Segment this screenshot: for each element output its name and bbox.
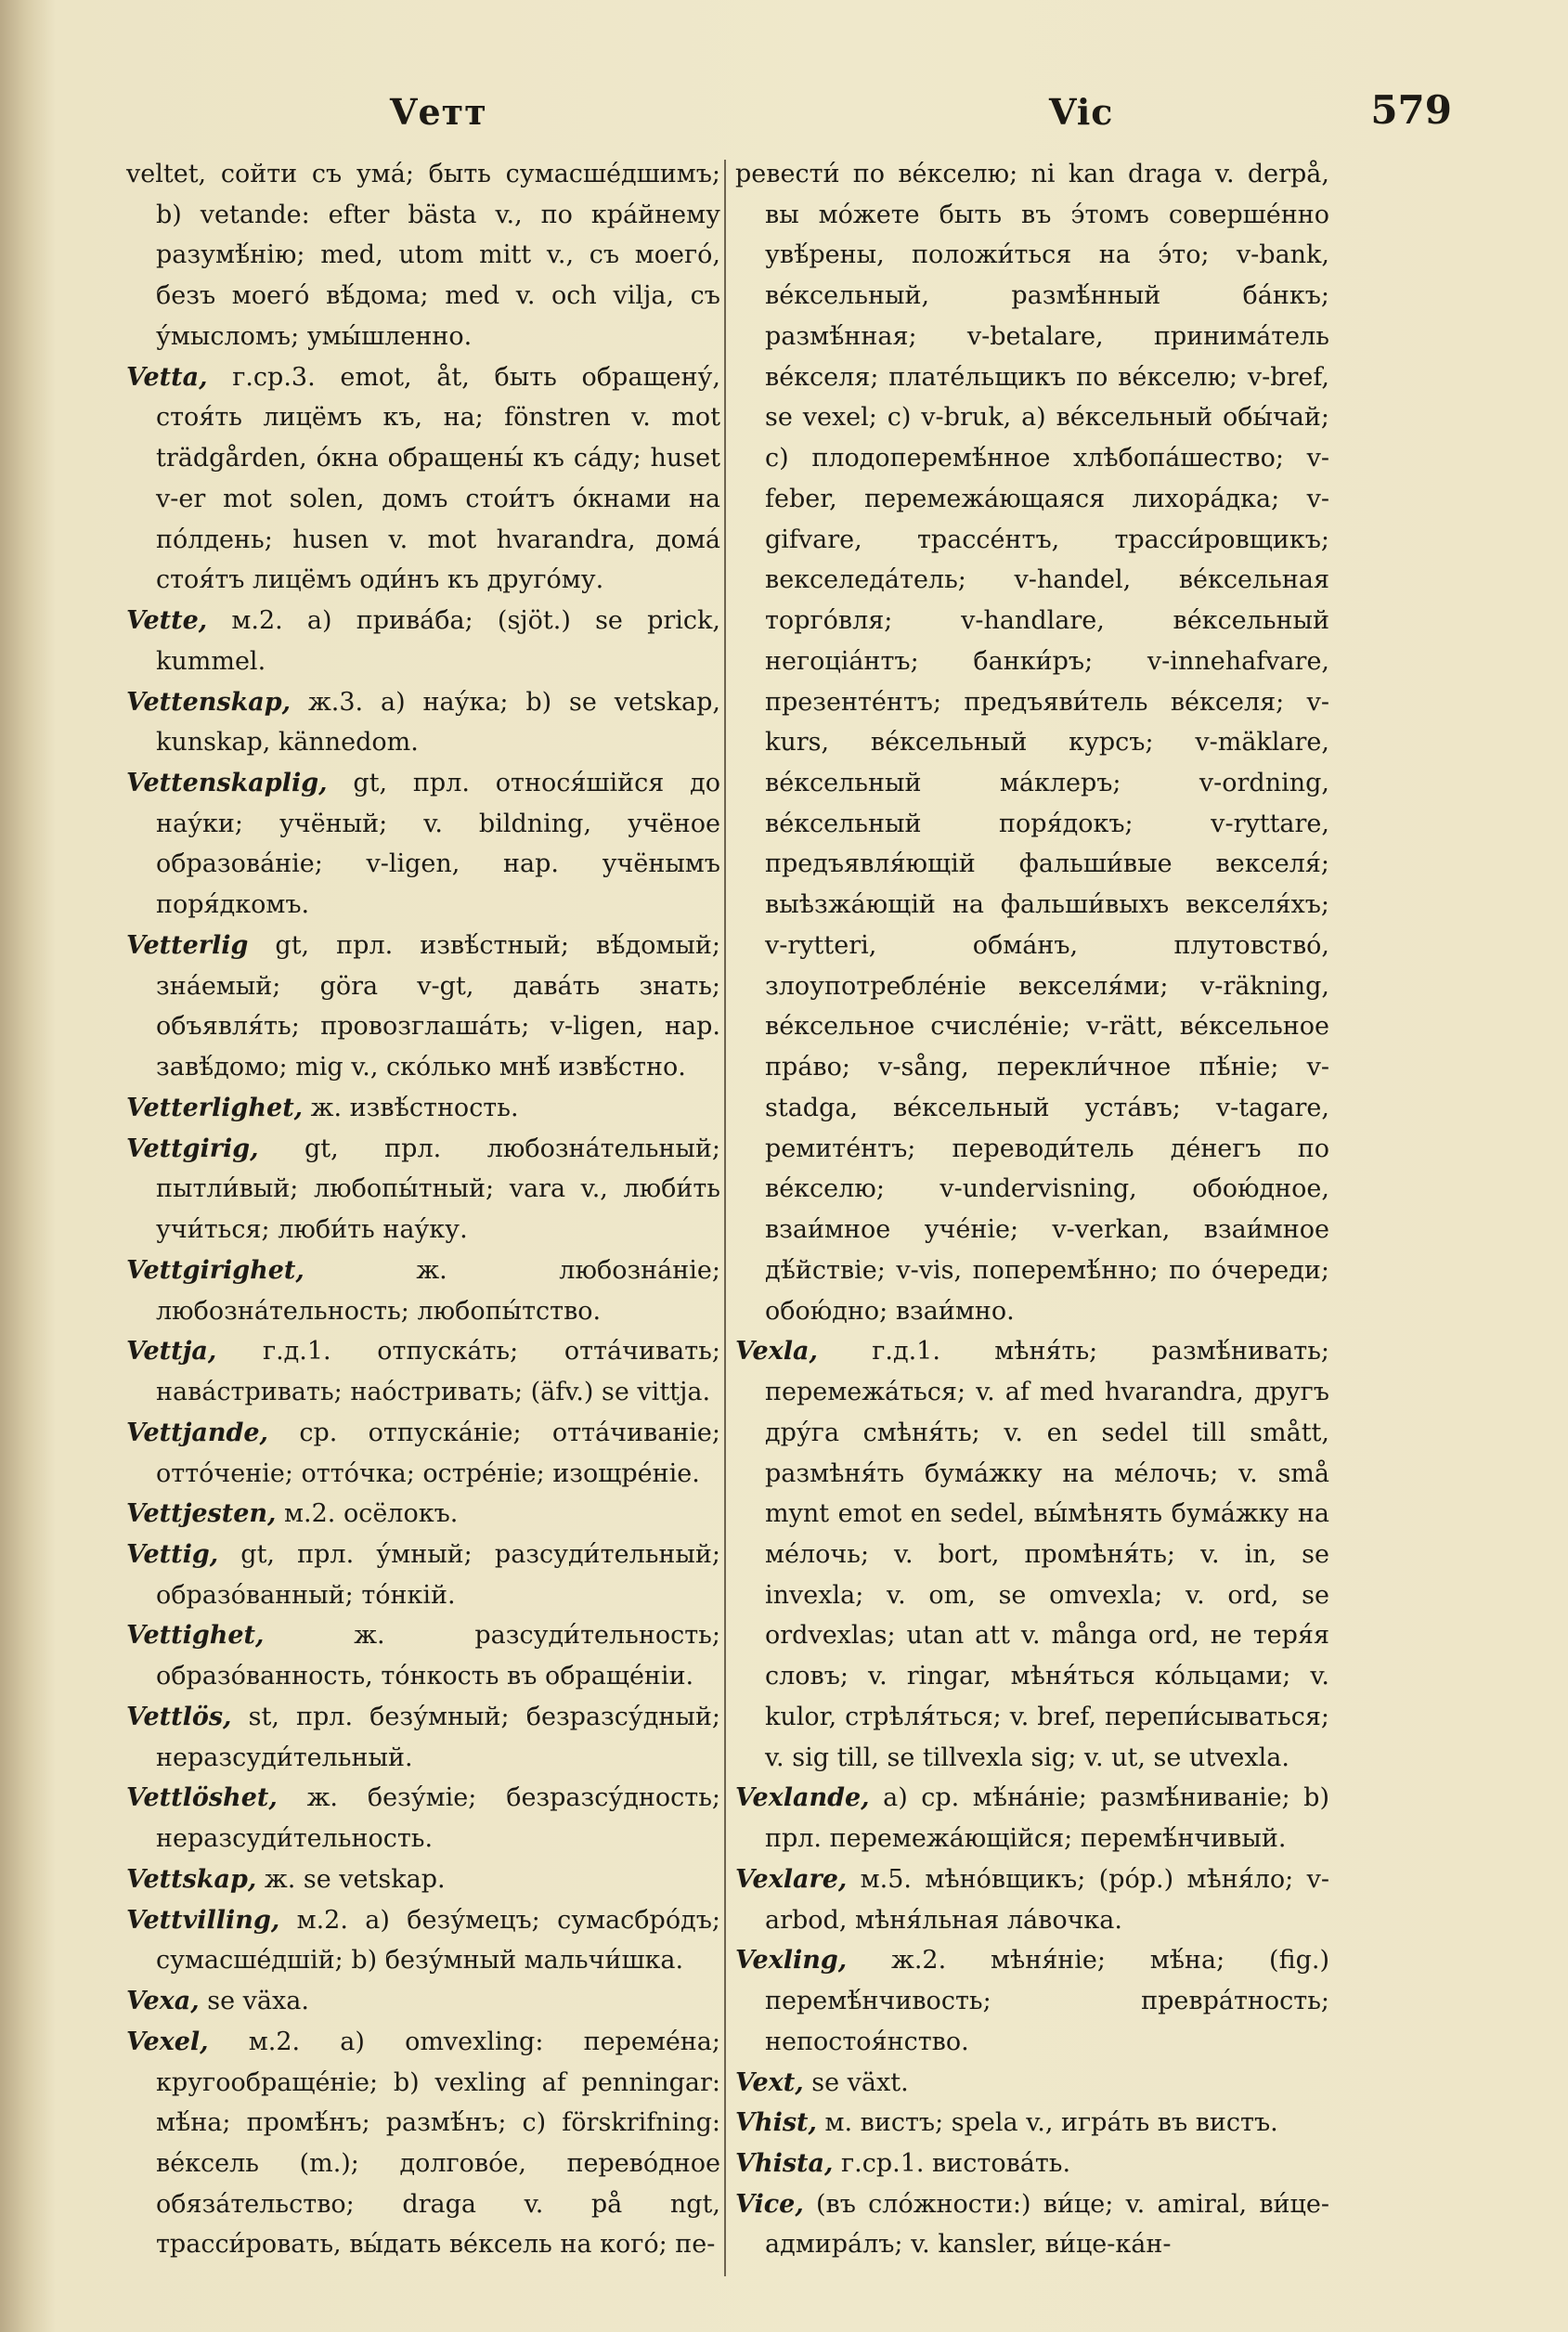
dictionary-entry [126, 682, 720, 763]
entry-headword: Vettenskap, [126, 687, 292, 717]
dictionary-entry [126, 2022, 720, 2265]
entry-headword: Vettjesten, [126, 1499, 277, 1529]
entry-definition: (въ сло́жности:) ви́це; v. amiral, ви́це-адмира́лъ; v. kansler, ви́це-ка́н- [765, 2189, 1329, 2260]
dictionary-entry [126, 154, 720, 357]
dictionary-entry [126, 1615, 720, 1696]
entry-definition: г.ср.3. emot, åt, быть обращену́, стоя́ть лицёмъ къ, на; fönstren v. mot trädgården, о́кна обращены́ къ са́ду; huset v-er mot solen, домъ стои́тъ о́кнами на по́лдень; husen v. mot hvarandra, дома́ стоя́тъ лицёмъ оди́нъ къ друго́му. [156, 362, 720, 595]
entry-definition: ж. извѣ́стность. [310, 1093, 519, 1122]
entry-definition: ж. любозна́ніе; любозна́тельность; любопы́тство. [156, 1255, 720, 1326]
entry-definition: ревести́ по ве́кселю; ni kan draga v. derpå, вы мо́жете быть въ э́томъ соверше́нно увѣ́рены, положи́ться на э́то; v-bank, ве́ксельный, размѣ́нный ба́нкъ; размѣ́нная; v-betalare, принима́тель ве́кселя; плате́льщикъ по ве́кселю; v-bref, se vexel; c) v-bruk, a) ве́ксельный обы́чай; c) плодоперемѣ́нное хлѣбопа́шество; v-feber, перемежа́ющаяся лихора́дка; v-gifvare, трассе́нтъ, трасси́ровщикъ; векселеда́тель; v-handel, ве́ксельная торго́вля; v-handlare, ве́ксельный негоціа́нтъ; банки́ръ; v-innehafvare, презенте́нтъ; предъяви́тель ве́кселя; v-kurs, ве́ксельный курсъ; v-mäklare, ве́ксельный ма́клеръ; v-ordning, ве́ксельный поря́докъ; v-ryttare, предъявля́ющій фальши́вые векселя́; выѣзжа́ющій на фальши́выхъ векселя́хъ; v-rytteri, обма́нъ, плутовство́, злоупотребле́ніе векселя́ми; v-räkning, ве́ксельное счисле́ніе; v-rätt, ве́ксельное пра́во; v-sång, перекли́чное пѣ́ніе; v-stadga, ве́ксельный уста́въ; v-tagare, ремите́нтъ; переводи́тель де́негъ по ве́кселю; v-undervisning, обою́дное, взаи́мное уче́ніе; v-verkan, взаи́мное дѣ́йствіе; v-vis, поперемѣ́нно; по о́череди; обою́дно; взаи́мно. [735, 160, 1329, 1326]
dictionary-entry [735, 2063, 1329, 2104]
entry-definition: ж. se vetskap. [264, 1864, 446, 1894]
dictionary-entry [126, 357, 720, 601]
entry-definition: м.2. осёлокъ. [284, 1499, 459, 1529]
entry-definition: г.д.1. мѣня́ть; размѣ́нивать; перемежа́ться; v. af med hvarandra, другъ дру́га смѣня́ть; v. en sedel till smått, размѣня́ть бума́жку на ме́лочь; v. små mynt emot en sedel, вы́мѣнять бума́жку на ме́лочь; v. bort, промѣня́ть; v. in, se invexla; v. om, se omvexla; v. ord, se ordvexlas; utan att v. många ord, не теря́я словъ; v. ringar, мѣня́ться ко́льцами; v. kulor, стрѣля́ться; v. bref, перепи́сываться; v. sig till, se tillvexla sig; v. ut, se utvexla. [765, 1337, 1329, 1772]
entry-headword: Vexling, [735, 1946, 848, 1976]
dictionary-entry [735, 1778, 1329, 1859]
entry-definition: se växa. [207, 1987, 309, 2016]
right-guide-word: Vic [1049, 91, 1114, 133]
entry-headword: Vhist, [735, 2108, 817, 2138]
dictionary-entry [735, 1940, 1329, 2062]
dictionary-entry [126, 1981, 720, 2022]
dictionary-entry [126, 1859, 720, 1900]
dictionary-entry [126, 1088, 720, 1129]
entry-headword: Vetterlig [126, 930, 249, 960]
entry-headword: Vettlöshet, [126, 1783, 278, 1813]
entry-headword: Vette, [126, 606, 208, 636]
dictionary-entry [126, 1697, 720, 1778]
dictionary-entry [735, 2184, 1329, 2265]
entry-headword: Vettighet, [126, 1621, 265, 1651]
entry-headword: Vettlös, [126, 1702, 232, 1731]
entry-definition: м.2. a) безу́мецъ; сумасбро́дъ; сумасше́дшій; b) безу́мный мальчи́шка. [156, 1905, 720, 1976]
entry-headword: Vexlande, [735, 1783, 870, 1813]
entry-headword: Vettenskaplig, [126, 769, 328, 798]
page-header [121, 87, 1452, 147]
entry-definition: м.2. a) omvexling: переме́на; кругообраще́ніе; b) vexling af penningar: мѣ́на; промѣ́нъ; размѣ́нъ; c) förskrifning: ве́ксель (m.); долгово́е, перево́дное обяза́тельство; draga v. på ngt, трасси́ровать, вы́дать ве́ксель на кого́; пе- [156, 2027, 720, 2260]
dictionary-entry [735, 2144, 1329, 2184]
entry-headword: Vexla, [735, 1337, 818, 1367]
entry-headword: Vettja, [126, 1337, 217, 1367]
entry-headword: Vettvilling, [126, 1905, 280, 1935]
entry-definition: gt, прл. извѣ́стный; вѣ́домый; зна́емый; göra v-gt, дава́ть знать; объявля́ть; провозглаша́ть; v-ligen, нар. завѣ́домо; mig v., ско́лько мнѣ́ извѣ́стно. [156, 930, 720, 1082]
entry-definition: a) ср. мѣ́на́ніе; размѣ́ниваніе; b) прл. перемежа́ющійся; перемѣ́нчивый. [765, 1783, 1329, 1854]
entry-headword: Vexlare, [735, 1864, 848, 1894]
entry-headword: Vexel, [126, 2027, 209, 2056]
dictionary-entry [126, 1129, 720, 1250]
entry-definition: ж. разсуди́тельность; образо́ванность, то́нкость въ обраще́ніи. [156, 1621, 720, 1691]
entry-headword: Vexa, [126, 1987, 200, 2016]
dictionary-entry [126, 1900, 720, 1981]
entry-headword: Vettskap, [126, 1864, 257, 1894]
left-column [126, 154, 720, 2265]
dictionary-entry [735, 154, 1329, 1331]
entry-definition: gt, прл. относя́шійся до нау́ки; учёный; v. bildning, учёное образова́ніе; v-ligen, нар. учёнымъ поря́дкомъ. [156, 769, 720, 920]
entry-definition: se växt. [811, 2067, 909, 2097]
dictionary-entry [126, 1535, 720, 1615]
entry-definition: г.д.1. отпуска́ть; отта́чивать; нава́стривать; нао́стривать; (äfv.) se vittja. [156, 1337, 720, 1407]
entry-definition: gt, прл. любозна́тельный; пытли́вый; любопы́тный; vara v., люби́ть учи́ться; люби́ть нау́ку. [156, 1134, 720, 1245]
entry-definition: veltet, сойти съ ума́; быть сумасше́дшимъ; b) vetande: efter bästa v., по кра́йнему разумѣ́нію; med, utom mitt v., съ моего́, безъ моего́ вѣ́дома; med v. och vilja, съ у́мысломъ; умы́шленно. [126, 160, 720, 351]
entry-headword: Vettgirig, [126, 1134, 259, 1163]
dictionary-entry [126, 1331, 720, 1412]
entry-definition: м. вистъ; spela v., игра́ть въ вистъ. [824, 2108, 1278, 2138]
entry-definition: г.ср.1. вистова́ть. [841, 2148, 1071, 2178]
dictionary-entry [735, 1331, 1329, 1778]
entry-definition: м.2. a) прива́ба; (sjöt.) se prick, kummel. [156, 606, 720, 676]
entry-definition: ж.3. a) нау́ка; b) se vetskap, kunskap, kännedom. [156, 687, 720, 758]
entry-headword: Vice, [735, 2189, 804, 2219]
dictionary-entry [126, 1413, 720, 1494]
dictionary-entry [126, 926, 720, 1088]
dictionary-entry [735, 1859, 1329, 1940]
entry-headword: Vettjande, [126, 1418, 268, 1447]
entry-definition: ж. безу́міе; безразсу́дность; неразсуди́тельность. [156, 1783, 720, 1854]
entry-definition: gt, прл. у́мный; разсуди́тельный; образо́ванный; то́нкій. [156, 1539, 720, 1610]
entry-definition: м.5. мѣно́вщикъ; (ро́р.) мѣня́ло; v-arbod, мѣня́льная ла́вочка. [765, 1864, 1329, 1935]
entry-definition: ср. отпуска́ніе; отта́чиваніе; отто́ченіе; отто́чка; остре́ніе; изощре́ніе. [156, 1418, 720, 1488]
entry-definition: st, прл. безу́мный; безразсу́дный; неразсуди́тельный. [156, 1702, 720, 1772]
dictionary-entry [126, 1778, 720, 1859]
entry-headword: Vetta, [126, 362, 208, 392]
entry-headword: Vetterlighet, [126, 1093, 304, 1122]
entry-headword: Vettig, [126, 1539, 219, 1569]
column-divider [724, 160, 726, 2276]
left-guide-word: Vетт [390, 91, 487, 133]
entry-headword: Vext, [735, 2067, 804, 2097]
dictionary-entry [126, 1494, 720, 1535]
dictionary-entry [126, 1250, 720, 1331]
page-number: 579 [1370, 87, 1452, 133]
dictionary-entry [126, 601, 720, 681]
dictionary-entry [126, 763, 720, 926]
dictionary-entry [735, 2103, 1329, 2144]
right-column [735, 154, 1329, 2265]
entry-headword: Vettgirighet, [126, 1255, 305, 1285]
entry-headword: Vhista, [735, 2148, 834, 2178]
entry-definition: ж.2. мѣня́ніе; мѣ́на; (fig.) перемѣ́нчивость; превра́тность; непостоя́нство. [765, 1946, 1329, 2056]
